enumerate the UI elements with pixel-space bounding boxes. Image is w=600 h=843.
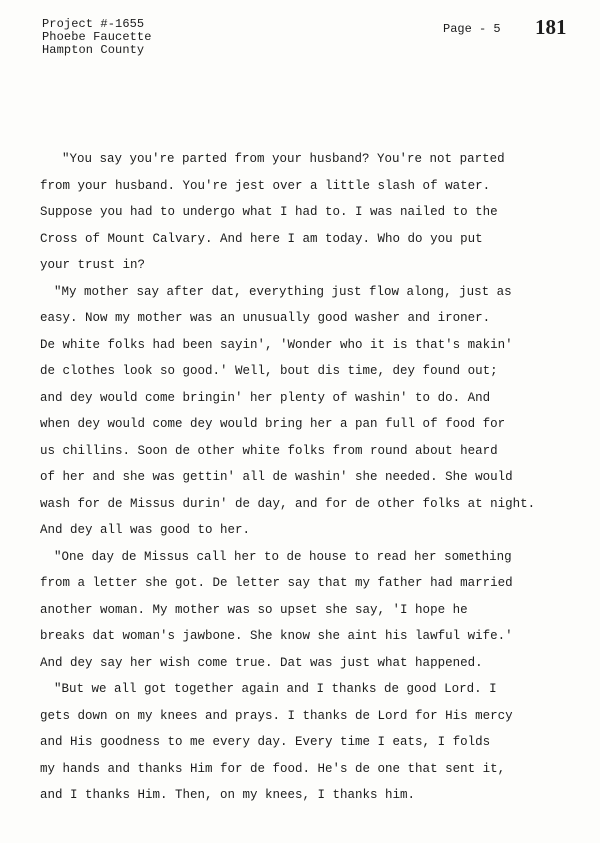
text-line: easy. Now my mother was an unusually good washer and ironer. (40, 311, 491, 325)
text-line: of her and she was gettin' all de washin' she needed. She would (40, 470, 513, 484)
text-line: "My mother say after dat, everything just flow along, just as (54, 284, 512, 299)
text-line: from your husband. You're jest over a little slash of water. (40, 178, 491, 193)
interviewee-name: Phoebe Faucette (42, 30, 152, 44)
header-block (42, 18, 152, 57)
text-line: and I thanks Him. Then, on my knees, I thanks him. (40, 788, 416, 802)
text-line: us chillins. Soon de other white folks from round about heard (40, 443, 498, 458)
text-line: de clothes look so good.' Well, bout dis time, dey found out; (40, 364, 498, 378)
county-name: Hampton County (42, 43, 145, 57)
text-line: from a letter she got. De letter say that my father had married (40, 576, 513, 590)
text-line: my hands and thanks Him for de food. He's de one that sent it, (40, 761, 506, 776)
text-line: "You say you're parted from your husband? You're not parted (62, 152, 505, 166)
text-line: your trust in? (40, 258, 146, 272)
page-label: Page - 5 (443, 22, 501, 36)
text-line: another woman. My mother was so upset she say, 'I hope he (40, 602, 468, 617)
text-line: De white folks had been sayin', 'Wonder who it is that's makin' (40, 337, 513, 352)
text-line: wash for de Missus durin' de day, and for de other folks at night. (40, 496, 536, 511)
stamp-number: 181 (535, 15, 567, 39)
text-line: And dey say her wish come true. Dat was just what happened. (40, 655, 483, 670)
text-line: and His goodness to me every day. Every time I eats, I folds (40, 735, 491, 749)
text-line: And dey all was good to her. (40, 523, 251, 537)
text-line: breaks dat woman's jawbone. She know she aint his lawful wife.' (40, 629, 513, 643)
text-line: gets down on my knees and prays. I thanks de Lord for His mercy (40, 708, 513, 723)
text-line: when dey would come dey would bring her a pan full of food for (40, 417, 506, 431)
text-line: "But we all got together again and I thanks de good Lord. I (54, 682, 497, 696)
text-line: "One day de Missus call her to de house to read her something (54, 549, 512, 564)
text-line: and dey would come bringin' her plenty of washin' to do. And (40, 390, 491, 405)
text-line: Cross of Mount Calvary. And here I am today. Who do you put (40, 231, 483, 246)
project-number: Project #-1655 (42, 17, 145, 31)
transcript-body (40, 146, 560, 809)
text-line: Suppose you had to undergo what I had to. I was nailed to the (40, 205, 498, 219)
